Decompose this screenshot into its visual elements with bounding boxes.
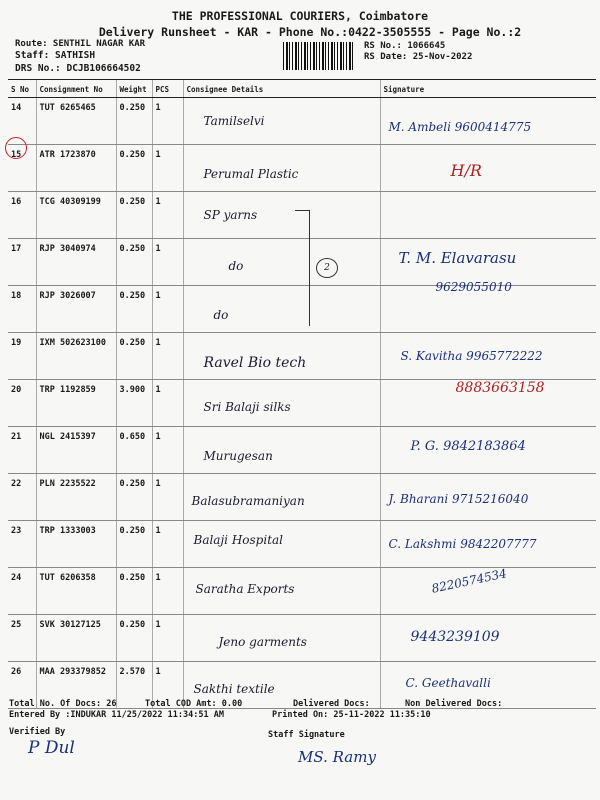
cell-consignee (183, 145, 380, 192)
cell-weight: 0.250 (116, 145, 152, 192)
cell-sno: 24 (8, 568, 36, 615)
cell-consignee (183, 286, 380, 333)
cell-weight: 0.250 (116, 98, 152, 145)
cell-sno: 17 (8, 239, 36, 286)
cell-signature (380, 474, 596, 521)
cell-weight: 0.250 (116, 239, 152, 286)
consignee-handwriting: Sri Balaji silks (203, 400, 291, 414)
cell-sno: 20 (8, 380, 36, 427)
cell-weight: 0.250 (116, 474, 152, 521)
table-row (8, 427, 596, 474)
consignee-handwriting: Ravel Bio tech (203, 355, 307, 371)
entered-by: Entered By :INDUKAR 11/25/2022 11:34:51 AM (9, 710, 224, 720)
cell-pcs: 1 (152, 662, 183, 709)
cell-consignee (183, 568, 380, 615)
cell-weight: 2.570 (116, 662, 152, 709)
verified-by-label: Verified By (9, 727, 66, 737)
consignee-handwriting: Tamilselvi (203, 114, 265, 128)
cell-consignment: TRP 1192859 (36, 380, 116, 427)
cell-weight: 0.250 (116, 521, 152, 568)
cell-consignment: PLN 2235522 (36, 474, 116, 521)
cell-consignee (183, 615, 380, 662)
cell-weight: 0.650 (116, 427, 152, 474)
col-consignee: Consignee Details (183, 80, 380, 98)
table-row (8, 98, 596, 145)
rs-number: RS No.: 1066645 (364, 41, 446, 51)
cell-consignment: SVK 30127125 (36, 615, 116, 662)
cell-weight: 3.900 (116, 380, 152, 427)
consignee-handwriting: Saratha Exports (195, 582, 295, 596)
table-row (8, 521, 596, 568)
cell-consignee (183, 239, 380, 286)
cell-signature (380, 239, 596, 286)
signature-handwriting: H/R (450, 161, 482, 180)
cell-pcs: 1 (152, 474, 183, 521)
signature-handwriting: P. G. 9842183864 (410, 439, 526, 454)
cell-pcs: 1 (152, 427, 183, 474)
cell-consignee (183, 427, 380, 474)
cell-sno: 25 (8, 615, 36, 662)
consignee-handwriting: Murugesan (203, 449, 273, 463)
signature-handwriting: T. M. Elavarasu (398, 249, 517, 267)
signature-handwriting: J. Bharani 9715216040 (388, 492, 529, 506)
table-row (8, 333, 596, 380)
route-label: Route: SENTHIL NAGAR KAR (15, 39, 146, 49)
consignee-handwriting: Sakthi textile (193, 682, 275, 696)
cell-sno: 14 (8, 98, 36, 145)
signature-handwriting: 9443239109 (410, 629, 500, 645)
cell-sno: 26 (8, 662, 36, 709)
staff-label: Staff: SATHISH (15, 50, 96, 61)
cell-consignment: NGL 2415397 (36, 427, 116, 474)
cell-consignment: TRP 1333003 (36, 521, 116, 568)
consignee-handwriting: do (228, 259, 244, 273)
cell-pcs: 1 (152, 615, 183, 662)
cell-signature (380, 280, 596, 333)
cell-signature (380, 192, 596, 239)
cell-consignment: IXM 502623100 (36, 333, 116, 380)
col-consignment: Consignment No (36, 80, 116, 98)
total-cod: Total COD Amt: 0.00 (145, 699, 243, 709)
cell-weight: 0.250 (116, 615, 152, 662)
signature-handwriting: 8220574534 (429, 566, 508, 596)
consignee-handwriting: do (213, 308, 229, 322)
cell-signature (380, 615, 596, 662)
consignee-handwriting: SP yarns (203, 208, 258, 222)
cell-pcs: 1 (152, 145, 183, 192)
cell-pcs: 1 (152, 521, 183, 568)
verified-by-signature: P Dul (28, 738, 75, 758)
table-header-row (8, 80, 596, 98)
consignee-handwriting: Perumal Plastic (203, 167, 299, 181)
table-row (8, 615, 596, 662)
table-row (8, 474, 596, 521)
staff-signature: MS. Ramy (298, 748, 376, 766)
cell-weight: 0.250 (116, 568, 152, 615)
total-docs: Total No. Of Docs: 26 (9, 699, 117, 709)
col-signature: Signature (380, 80, 596, 98)
table-row (8, 145, 596, 192)
company-title: THE PROFESSIONAL COURIERS, Coimbatore (171, 9, 429, 23)
cell-sno: 16 (8, 192, 36, 239)
table-row (8, 568, 596, 615)
cell-weight: 0.250 (116, 333, 152, 380)
consignee-handwriting: Jeno garments (218, 635, 307, 649)
cell-pcs: 1 (152, 192, 183, 239)
cell-signature (380, 145, 596, 192)
cell-consignee (183, 380, 380, 427)
cell-consignment: TCG 40309199 (36, 192, 116, 239)
runsheet-table (8, 79, 596, 709)
cell-signature (380, 333, 596, 380)
cell-sno: 18 (8, 286, 36, 333)
cell-signature (380, 568, 596, 615)
cell-sno: 19 (8, 333, 36, 380)
table-row (8, 380, 596, 427)
col-sno: S No (8, 80, 36, 98)
signature-handwriting: 8883663158 (455, 380, 545, 396)
col-pcs: PCS (152, 80, 183, 98)
consignee-handwriting: Balaji Hospital (193, 533, 284, 547)
cell-consignment: MAA 293379852 (36, 662, 116, 709)
cell-pcs: 1 (152, 333, 183, 380)
cell-pcs: 1 (152, 568, 183, 615)
signature-handwriting: M. Ambeli 9600414775 (388, 120, 532, 134)
consignee-handwriting: Balasubramaniyan (191, 494, 305, 508)
cell-weight: 0.250 (116, 192, 152, 239)
cell-pcs: 1 (152, 286, 183, 333)
cell-sno: 21 (8, 427, 36, 474)
count-circle-mark: 2 (316, 258, 338, 278)
col-weight: Weight (116, 80, 152, 98)
cell-weight: 0.250 (116, 286, 152, 333)
non-delivered-docs: Non Delivered Docs: (405, 699, 503, 709)
cell-consignment: RJP 3040974 (36, 239, 116, 286)
cell-sno: 23 (8, 521, 36, 568)
cell-consignment: RJP 3026007 (36, 286, 116, 333)
cell-consignee (183, 333, 380, 380)
signature-handwriting: C. Lakshmi 9842207777 (388, 537, 537, 551)
ditto-bracket-mark (295, 210, 310, 326)
cell-consignee (183, 192, 380, 239)
cell-consignee (183, 98, 380, 145)
row-15-circle-mark (5, 137, 27, 159)
barcode (283, 42, 355, 70)
cell-consignment: TUT 6206358 (36, 568, 116, 615)
rs-date: RS Date: 25-Nov-2022 (364, 52, 473, 62)
cell-consignee (183, 474, 380, 521)
drs-number: DRS No.: DCJB106664502 (15, 63, 141, 74)
cell-pcs: 1 (152, 98, 183, 145)
cell-sno: 15 (8, 145, 36, 192)
printed-on: Printed On: 25-11-2022 11:35:10 (272, 710, 431, 720)
cell-signature (380, 380, 596, 427)
cell-signature (380, 521, 596, 568)
signature-handwriting: C. Geethavalli (405, 676, 491, 690)
signature-handwriting: S. Kavitha 9965772222 (400, 349, 543, 363)
cell-pcs: 1 (152, 380, 183, 427)
cell-consignment: ATR 1723870 (36, 145, 116, 192)
cell-pcs: 1 (152, 239, 183, 286)
cell-signature (380, 427, 596, 474)
signature-handwriting: 9629055010 (435, 280, 512, 294)
runsheet-title: Delivery Runsheet - KAR - Phone No.:0422-3505555 - Page No.:2 (98, 25, 522, 39)
cell-consignee (183, 521, 380, 568)
delivered-docs: Delivered Docs: (293, 699, 370, 709)
cell-consignment: TUT 6265465 (36, 98, 116, 145)
cell-sno: 22 (8, 474, 36, 521)
cell-signature (380, 98, 596, 145)
staff-signature-label: Staff Signature (268, 730, 345, 740)
